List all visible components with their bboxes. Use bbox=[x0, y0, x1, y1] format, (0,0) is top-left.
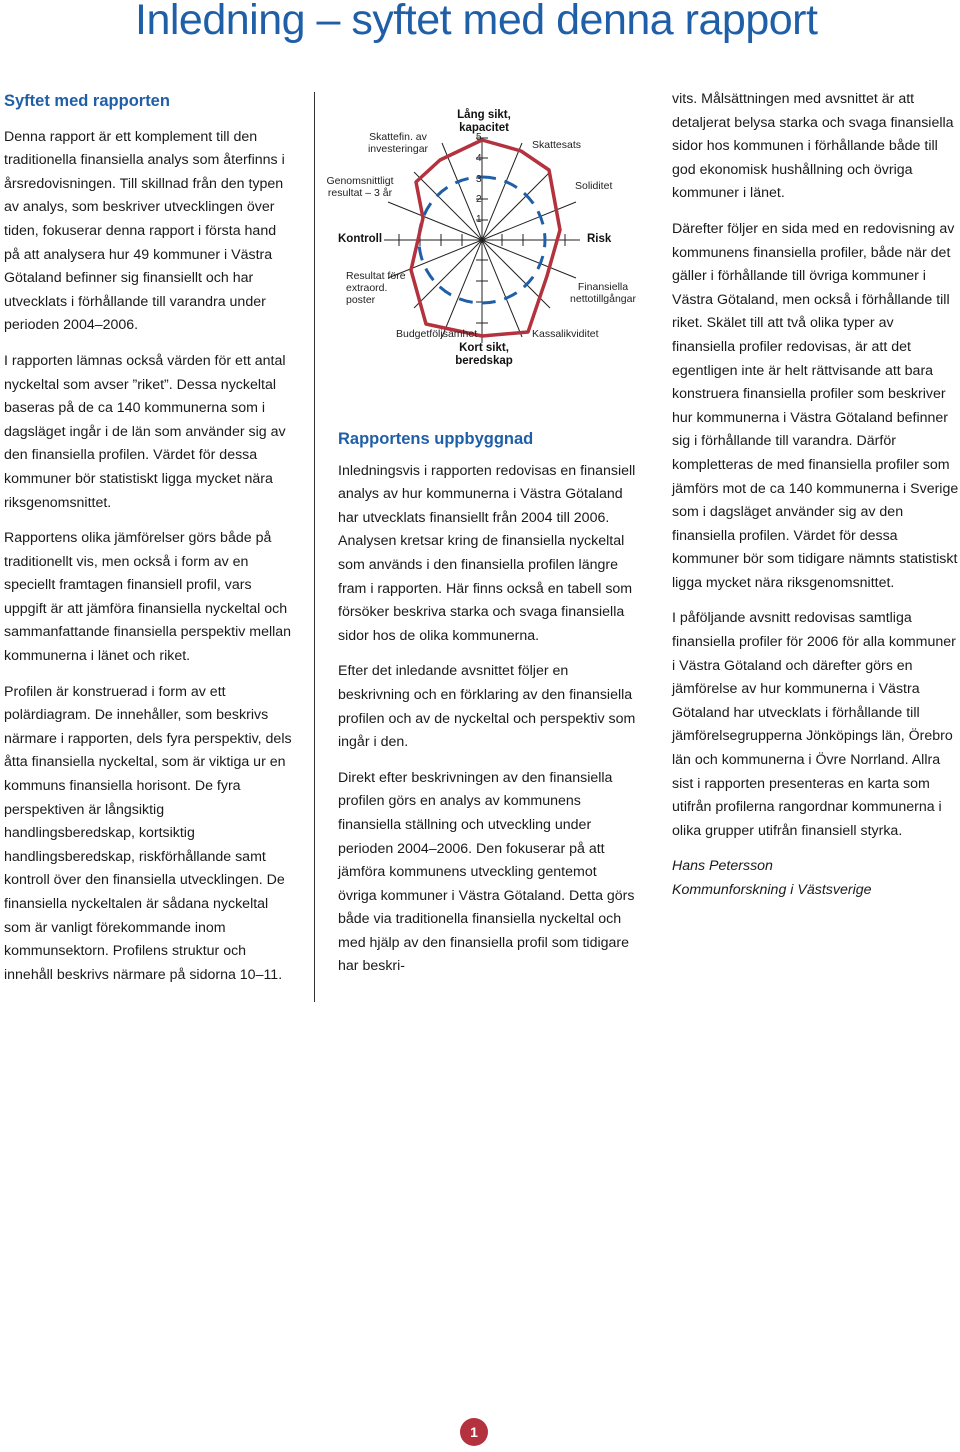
kpi-label-finansiella-nettotillgangar: Finansiella nettotillgångar bbox=[570, 281, 636, 305]
column-right bbox=[672, 88, 960, 903]
paragraph: Inledningsvis i rapporten redovisas en finansiell analys av hur kommunerna i Västra Götaland har utvecklats finansiellt från 2004 till 2006. Analysen kretsar kring de finansiella nyckeltal som används i den finansiella profilen längre fram i rapporten. Här finns också en tabell som försöker beskriva starka och svaga finansiella sidor hos de olika kommunerna. bbox=[338, 462, 636, 644]
page-title: Inledning – syftet med denna rapport bbox=[135, 0, 818, 44]
kpi-label-kassalikviditet: Kassalikviditet bbox=[532, 328, 599, 340]
financial-profile-line bbox=[411, 140, 560, 336]
scale-label-2: 2 bbox=[476, 194, 482, 205]
kpi-label-skattesats: Skattesats bbox=[532, 139, 582, 151]
scale-label-3: 3 bbox=[476, 174, 482, 185]
perspective-label-short-term: Kort sikt, beredskap bbox=[455, 342, 513, 367]
perspective-label-control: Kontroll bbox=[338, 233, 383, 245]
section-heading-syftet: Syftet med rapporten bbox=[4, 92, 170, 110]
section-heading-uppbyggnad: Rapportens uppbyggnad bbox=[338, 430, 534, 448]
paragraph: Efter det inledande avsnittet följer en beskrivning och en förklaring av den finansiella profilen och av de nyckeltal och perspektiv som ingår i den. bbox=[338, 663, 636, 751]
kpi-label-resultat-fore-extraord: Resultat före extraord. poster bbox=[346, 270, 406, 306]
column-left bbox=[4, 90, 292, 999]
paragraph: Direkt efter beskrivningen av den finansiella profilen görs en analys av kommunens finansiella ställning och utveckling under perioden 2004–2006. Den fokuserar på att jämföra kommunens utveckling gentemot övriga kommuner i Västra Götaland. Detta görs både via traditionella finansiella nyckeltal och med hjälp av den finansiella profil som tidigare har beskri- bbox=[338, 769, 635, 975]
signature bbox=[672, 855, 960, 902]
kpi-label-skattefinansiering: Skattefin. av investeringar bbox=[367, 131, 429, 155]
scale-label-1: 1 bbox=[476, 214, 482, 225]
paragraph: vits. Målsättningen med avsnittet är att detaljerat belysa starka och svaga finansiella sidor hos kommunen i förhållande både till god ekonomisk hushållning och övriga kommuner i länet. bbox=[672, 91, 954, 202]
page-number-badge: 1 bbox=[460, 1418, 488, 1446]
paragraph: I påföljande avsnitt redovisas samtliga finansiella profiler för 2006 för alla kommuner i Västra Götaland och därefter görs en jämförelse av hur kommunerna i Västra Götaland har utvecklats i förhållande till jämförelsegrupperna Jönköpings län, Örebro län och kommunerna i Övre Norrland. Allra sist i rapporten presenteras en karta som utifrån profilerna rangordnar kommunerna i olika grupper utifrån finansiell styrka. bbox=[672, 610, 956, 839]
author-name: Hans Petersson bbox=[672, 858, 773, 875]
financial-profile-diagram bbox=[316, 98, 646, 388]
perspective-label-long-term: Lång sikt, kapacitet bbox=[457, 109, 511, 134]
author-organization: Kommunforskning i Västsverige bbox=[672, 882, 872, 898]
kpi-label-genomsnittligt-resultat: Genomsnittligt resultat – 3 år bbox=[326, 175, 394, 199]
paragraph: I rapporten lämnas också värden för ett antal nyckeltal som avser ”riket”. Dessa nyckeltal baseras på de ca 140 kommunerna som i dagsläget ingår i de län som använder sig av den finansiella profilen. Värdet för dessa kommuner bör statistiskt ligga mycket nära riksgenomsnittet. bbox=[4, 352, 286, 511]
paragraph: Rapportens olika jämförelser görs både på traditionellt vis, men också i form av en speciellt framtagen finansiell profil, vars uppgift är att jämföra finansiella nyckeltal och sammanfattande finansiella perspektiv mellan kommunerna i länet och riket. bbox=[4, 530, 292, 665]
kpi-label-budgetfoljsamhet: Budgetföljsamhet bbox=[396, 328, 478, 340]
paragraph: Profilen är konstruerad i form av ett polärdiagram. De innehåller, som beskrivs närmare i rapporten, dels fyra perspektiv, dels åtta finansiella nyckeltal, som är viktiga ur en kommuns finansiella horisont. De fyra perspektiven är långsiktig handlingsberedskap, kortsiktig handlingsberedskap, riskförhållande samt kontroll över den finansiella utvecklingen. De finansiella nyckeltalen är sådana nyckeltal som är vanligt förekommande inom kommunsektorn. Profilens struktur och innehåll beskrivs närmare på sidorna 10–11. bbox=[4, 683, 292, 983]
perspective-label-risk: Risk bbox=[587, 233, 612, 245]
paragraph: Därefter följer en sida med en redovisning av kommunens finansiella profiler, både när det gäller i förhållande till övriga kommuner i Västra Götaland, men också i förhållande till riket. Skälet till att två olika typer av finansiella profiler redovisas, är att det egentligen inte är helt rättvisande att bara konstruera finansiella profiler som beskriver hur kommunerna i Västra Götaland befinner sig i förhållande till varandra. Därför kompletteras de med finansiella profiler som jämförs mot de ca 140 kommunerna i Sverige som i dagsläget använder sig av den finansiella profilen. Värdet för dessa kommuner bör som tidigare nämnts statistiskt ligga mycket nära riksgenomsnittet. bbox=[672, 220, 959, 591]
scale-label-4: 4 bbox=[476, 153, 482, 164]
column-middle bbox=[338, 428, 638, 991]
scale-label-5: 5 bbox=[476, 132, 482, 143]
kpi-label-soliditet: Soliditet bbox=[575, 180, 613, 192]
column-divider bbox=[314, 92, 315, 1002]
paragraph: Denna rapport är ett komplement till den traditionella finansiella analys som återfinns i årsredovisningen. Till skillnad från den typen av analys, som beskriver utvecklingen över tiden, fokuserar denna rapport i första hand på att analysera hur 49 kommuner i Västra Götaland befinner sig finansiellt och har utvecklats i förhållande till varandra under perioden 2004–2006. bbox=[4, 128, 285, 334]
